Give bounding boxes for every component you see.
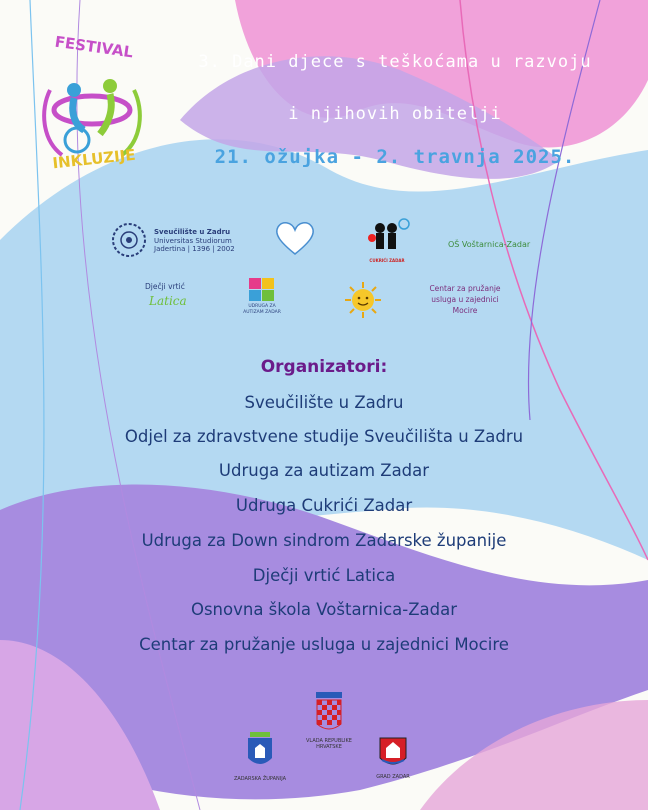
organizer-item: Udruga Cukrići Zadar [235, 496, 413, 515]
logo-zupanija [230, 732, 290, 788]
organizer-item: Odjel za zdravstvene studije Sveučilišta u Zadru [124, 427, 524, 446]
event-title-line1: 3. Dani djece s teškoćama u razvoju [198, 52, 592, 72]
vrtic-line1: Dječji vrtić [145, 282, 185, 291]
logo-vlada [294, 690, 364, 750]
mocire-line2: usluga u zajednici [431, 295, 499, 304]
grad-label: GRAD ZADAR [376, 774, 410, 780]
vlada-label: VLADA REPUBLIKE HRVATSKE [306, 738, 352, 750]
zadar-county-coat-of-arms-icon [246, 732, 274, 772]
logo-cukrici [362, 218, 412, 268]
sveuciliste-line2: Universitas Studiorum [154, 237, 232, 245]
sveuciliste-line3: Jadertina | 1396 | 2002 [154, 245, 235, 253]
sun-logo-icon [343, 280, 383, 320]
organizers-title: Organizatori: [260, 357, 388, 377]
organizer-item: Udruga za Down sindrom Zadarske županije [141, 531, 507, 550]
organizer-item: Dječji vrtić Latica [252, 566, 396, 585]
mocire-line1: Centar za pružanje [429, 284, 501, 293]
zadar-city-coat-of-arms-icon [378, 736, 408, 770]
festival-logo-bottom: INKLUZIJE [51, 145, 137, 173]
autizam-line2: AUTIZAM ZADAR [243, 310, 281, 315]
mocire-line3: Mocire [452, 306, 478, 315]
logo-grad-zadar [368, 736, 418, 786]
organizer-item: Sveučilište u Zadru [244, 393, 404, 412]
organizer-item: Udruga za autizam Zadar [218, 461, 430, 480]
heart-logo-icon [272, 218, 318, 258]
zupanija-label: ZADARSKA ŽUPANIJA [233, 776, 287, 782]
logo-djecji-vrtic [145, 282, 195, 316]
sveuciliste-line1: Sveučilište u Zadru [154, 228, 231, 236]
croatia-coat-of-arms-icon [314, 690, 344, 734]
organizer-item: Centar za pružanje usluga u zajednici Mocire [139, 635, 509, 654]
vrtic-line2: Latica [149, 294, 187, 308]
puzzle-icon [249, 278, 275, 302]
cukrici-label: CUKRIĆI ZADAR [369, 258, 405, 263]
festival-logo [22, 30, 162, 180]
event-title-line2: i njihovih obitelji [288, 104, 502, 124]
logo-os-vostarnica: OŠ Voštarnica-Zadar [448, 240, 531, 249]
logo-mocire [425, 283, 505, 316]
organizer-item: Osnovna škola Voštarnica-Zadar [190, 600, 458, 619]
logo-autizam [240, 278, 284, 318]
logo-sveuciliste [108, 220, 238, 260]
university-emblem-icon [108, 220, 150, 260]
festival-logo-top: FESTIVAL [53, 32, 135, 62]
event-dates: 21. ožujka - 2. travnja 2025. [214, 146, 576, 168]
cukrici-children-icon [362, 218, 412, 258]
autizam-line1: UDRUGA ZA [248, 304, 276, 309]
